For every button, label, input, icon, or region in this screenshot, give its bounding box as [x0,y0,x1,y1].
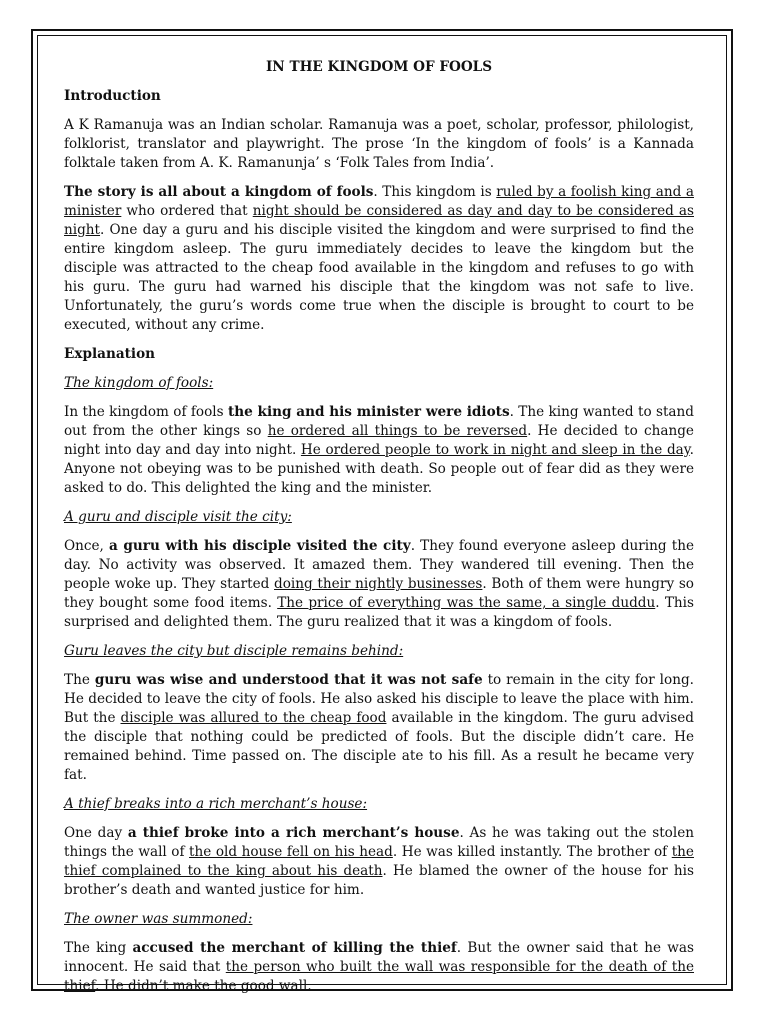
text: The king [64,940,133,956]
text: . As he was taking out the stolen things the wall of [64,825,694,860]
text-bold: the king and his minister were idiots [227,404,510,420]
text-underlined: the person who built the wall was responsible for the death of the thief [64,959,694,994]
section-subheading: A thief breaks into a rich merchant’s house: [64,796,368,812]
text: The [64,672,95,688]
text-bold: The story is all about a kingdom of fools [64,184,374,200]
text-underlined: the thief complained to the king about his death [64,844,694,879]
text-bold: accused the merchant of killing the thief [132,940,457,956]
text-underlined: ruled by a foolish king and a minister [64,184,694,219]
section-subheading: The kingdom of fools: [64,375,214,391]
section-paragraph [64,671,694,785]
section-paragraph [64,403,694,498]
text: to remain in the city for long. He decided to leave the city of fools. He also asked his disciple to leave the place with him. But the [64,672,694,726]
introduction-heading: Introduction [64,88,161,104]
text: . He didn’t make the good wall. [95,978,312,994]
section-paragraph [64,939,694,996]
text: . He was killed instantly. The brother of [392,844,672,860]
text-underlined: the old house fell on his head [189,844,393,860]
section-paragraph [64,824,694,900]
section-subheading: A guru and disciple visit the city: [64,509,292,525]
text: available in the kingdom. The guru advised the disciple that nothing could be predicted of fools. But the disciple didn’t care. He remained behind. Time passed on. The disciple ate to his fill. As a result he became very fat. [64,710,694,783]
text: . They found everyone asleep during the day. No activity was observed. It amazed them. They wandered till evening. Then the people woke up. They started [64,538,694,592]
document-body [64,58,694,1006]
text: One day [64,825,128,841]
section-subheading: The owner was summoned: [64,911,253,927]
text-underlined: night should be considered as day and day to be considered as night [64,203,694,238]
text: . Both of them were hungry so they bought some food items. [64,576,694,611]
explanation-heading: Explanation [64,346,156,362]
text-bold: a guru with his disciple visited the city [109,538,411,554]
text-underlined: disciple was allured to the cheap food [120,710,387,726]
text-bold: a thief broke into a rich merchant’s house [127,825,460,841]
text: . The king wanted to stand out from the other kings so [64,404,694,439]
text: . He blamed the owner of the house for his brother’s death and wanted justice for him. [64,863,694,898]
section-paragraph [64,537,694,632]
text-underlined: The price of everything was the same, a single duddu [277,595,656,611]
text: . But the owner said that he was innocent. He said that [64,940,694,975]
introduction-paragraph: A K Ramanuja was an Indian scholar. Ramanuja was a poet, scholar, professor, philologist, folklorist, translator and playwright. The prose ‘In the kingdom of fools’ is a Kannada folktale taken from A. K. Ramanunja’ s ‘Folk Tales from India’. [64,117,694,171]
document-title: IN THE KINGDOM OF FOOLS [265,59,493,75]
text: Once, [64,538,110,554]
text: . Anyone not obeying was to be punished with death. So people out of fear did as they were asked to do. This delighted the king and the minister. [64,442,694,496]
text-underlined: doing their nightly businesses [274,576,483,592]
text: In the kingdom of fools [64,404,228,420]
text: . He decided to change night into day and day into night. [64,423,694,458]
section-subheading: Guru leaves the city but disciple remains behind: [64,643,404,659]
story-summary-paragraph [64,183,694,335]
text: . This surprised and delighted them. The guru realized that it was a kingdom of fools. [64,595,694,630]
text: . This kingdom is [373,184,497,200]
text: who ordered that [121,203,253,219]
text: . One day a guru and his disciple visited the kingdom and were surprised to find the entire kingdom asleep. The guru immediately decides to leave the kingdom but the disciple was attracted to the cheap food available in the kingdom and refuses to go with his guru. The guru had warned his disciple that the kingdom was not safe to live. Unfortunately, the guru’s words come true when the disciple is brought to court to be executed, without any crime. [64,222,694,333]
text-underlined: He ordered people to work in night and sleep in the day [300,442,690,458]
text-underlined: he ordered all things to be reversed [267,423,528,439]
text-bold: guru was wise and understood that it was not safe [94,672,483,688]
